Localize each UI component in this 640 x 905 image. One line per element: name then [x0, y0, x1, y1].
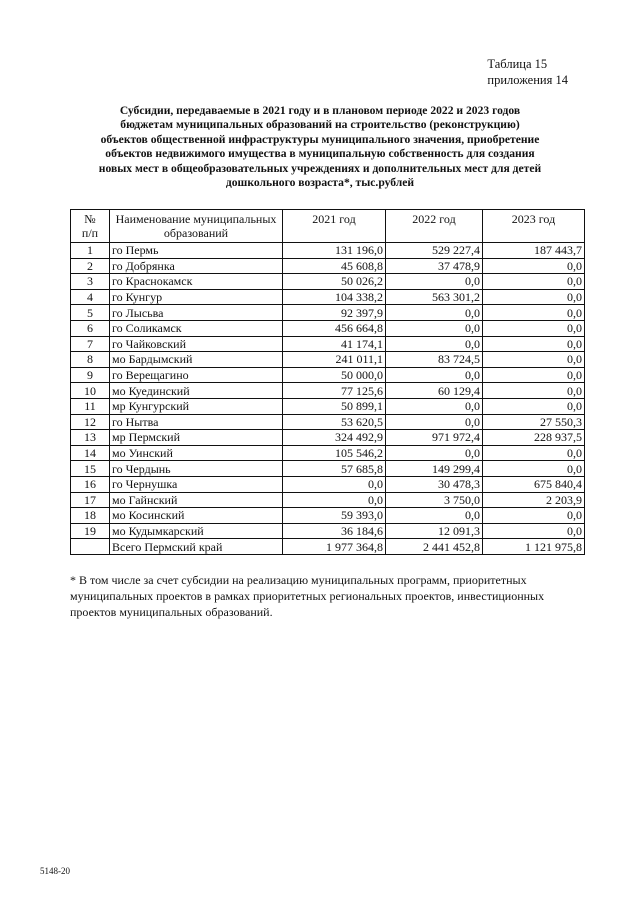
value-2022: 0,0 [386, 508, 483, 524]
appendix-label: приложения 14 [487, 73, 568, 87]
page-code: 5148-20 [40, 866, 70, 876]
value-2021: 1 977 364,8 [283, 539, 386, 555]
row-number: 3 [71, 274, 110, 290]
value-2022: 0,0 [386, 414, 483, 430]
value-2021: 59 393,0 [283, 508, 386, 524]
municipality-name: Всего Пермский край [110, 539, 283, 555]
row-number: 7 [71, 336, 110, 352]
municipality-name: го Чернушка [110, 476, 283, 492]
row-number: 18 [71, 508, 110, 524]
value-2023: 675 840,4 [483, 476, 585, 492]
value-2023: 0,0 [483, 523, 585, 539]
value-2021: 0,0 [283, 492, 386, 508]
row-number: 9 [71, 367, 110, 383]
municipality-name: мо Гайнский [110, 492, 283, 508]
value-2022: 83 724,5 [386, 352, 483, 368]
value-2023: 0,0 [483, 383, 585, 399]
title-line: объектов недвижимого имущества в муниципальную собственность для создания [105, 147, 535, 161]
title-line: новых мест в общеобразовательных учреждениях и дополнительных мест для детей [98, 161, 542, 175]
value-2022: 563 301,2 [386, 289, 483, 305]
title-line: дошкольного возраста*, тыс.рублей [225, 176, 415, 190]
subsidies-table [70, 209, 585, 555]
value-2023: 0,0 [483, 274, 585, 290]
municipality-name: го Добрянка [110, 258, 283, 274]
municipality-name: го Пермь [110, 243, 283, 259]
municipality-name: го Нытва [110, 414, 283, 430]
table-row [71, 352, 585, 368]
table-row [71, 320, 585, 336]
value-2021: 50 026,2 [283, 274, 386, 290]
value-2022: 0,0 [386, 367, 483, 383]
header-2021: 2021 год [283, 210, 386, 243]
table-row [71, 274, 585, 290]
value-2023: 0,0 [483, 461, 585, 477]
value-2022: 3 750,0 [386, 492, 483, 508]
header-num-line2: п/п [81, 226, 99, 240]
value-2022: 0,0 [386, 320, 483, 336]
table-header-row [71, 210, 585, 243]
row-number: 16 [71, 476, 110, 492]
value-2023: 2 203,9 [483, 492, 585, 508]
table-row [71, 336, 585, 352]
row-number: 2 [71, 258, 110, 274]
row-number: 17 [71, 492, 110, 508]
header-name [110, 210, 283, 243]
value-2023: 0,0 [483, 336, 585, 352]
value-2023: 0,0 [483, 258, 585, 274]
table-row [71, 383, 585, 399]
value-2022: 0,0 [386, 336, 483, 352]
table-row [71, 289, 585, 305]
footnote-line: муниципальных проектов в рамках приоритетных региональных проектов, инвестиционных [70, 589, 545, 603]
value-2021: 92 397,9 [283, 305, 386, 321]
table-row [71, 430, 585, 446]
footnote [70, 572, 550, 620]
value-2021: 57 685,8 [283, 461, 386, 477]
municipality-name: го Чайковский [110, 336, 283, 352]
value-2022: 0,0 [386, 274, 483, 290]
value-2021: 53 620,5 [283, 414, 386, 430]
value-2021: 241 011,1 [283, 352, 386, 368]
municipality-name: го Верещагино [110, 367, 283, 383]
row-number [71, 539, 110, 555]
value-2022: 12 091,3 [386, 523, 483, 539]
table-row [71, 305, 585, 321]
table-row [71, 476, 585, 492]
value-2021: 50 000,0 [283, 367, 386, 383]
value-2023: 228 937,5 [483, 430, 585, 446]
value-2021: 324 492,9 [283, 430, 386, 446]
value-2023: 0,0 [483, 305, 585, 321]
value-2023: 0,0 [483, 352, 585, 368]
value-2021: 45 608,8 [283, 258, 386, 274]
table-row [71, 492, 585, 508]
value-2021: 131 196,0 [283, 243, 386, 259]
table-row [71, 367, 585, 383]
municipality-name: мо Уинский [110, 445, 283, 461]
row-number: 13 [71, 430, 110, 446]
table-row [71, 523, 585, 539]
table-row [71, 508, 585, 524]
header-num [71, 210, 110, 243]
municipality-name: го Чердынь [110, 461, 283, 477]
value-2022: 60 129,4 [386, 383, 483, 399]
title-line: бюджетам муниципальных образований на строительство (реконструкцию) [120, 118, 520, 132]
value-2022: 2 441 452,8 [386, 539, 483, 555]
value-2023: 0,0 [483, 398, 585, 414]
municipality-name: мо Бардымский [110, 352, 283, 368]
municipality-name: го Кунгур [110, 289, 283, 305]
value-2023: 0,0 [483, 289, 585, 305]
total-row [71, 539, 585, 555]
table-row [71, 243, 585, 259]
row-number: 19 [71, 523, 110, 539]
table-row [71, 398, 585, 414]
municipality-name: го Краснокамск [110, 274, 283, 290]
table-row [71, 414, 585, 430]
value-2021: 50 899,1 [283, 398, 386, 414]
value-2022: 529 227,4 [386, 243, 483, 259]
value-2022: 971 972,4 [386, 430, 483, 446]
row-number: 1 [71, 243, 110, 259]
value-2022: 37 478,9 [386, 258, 483, 274]
table-label: Таблица 15 [487, 57, 548, 71]
row-number: 6 [71, 320, 110, 336]
value-2022: 0,0 [386, 445, 483, 461]
value-2021: 104 338,2 [283, 289, 386, 305]
value-2022: 0,0 [386, 305, 483, 321]
value-2021: 77 125,6 [283, 383, 386, 399]
value-2023: 187 443,7 [483, 243, 585, 259]
value-2021: 36 184,6 [283, 523, 386, 539]
row-number: 14 [71, 445, 110, 461]
value-2022: 149 299,4 [386, 461, 483, 477]
header-2022: 2022 год [386, 210, 483, 243]
row-number: 5 [71, 305, 110, 321]
municipality-name: мр Пермский [110, 430, 283, 446]
value-2021: 456 664,8 [283, 320, 386, 336]
row-number: 11 [71, 398, 110, 414]
municipality-name: го Соликамск [110, 320, 283, 336]
value-2023: 0,0 [483, 445, 585, 461]
title-line: объектов общественной инфраструктуры муниципального значения, приобретение [100, 132, 540, 146]
value-2021: 105 546,2 [283, 445, 386, 461]
value-2023: 1 121 975,8 [483, 539, 585, 555]
value-2023: 27 550,3 [483, 414, 585, 430]
row-number: 4 [71, 289, 110, 305]
table-row [71, 445, 585, 461]
footnote-line: * В том числе за счет субсидии на реализацию муниципальных программ, приоритетных [70, 573, 527, 587]
title-line: Субсидии, передаваемые в 2021 году и в плановом периоде 2022 и 2023 годов [119, 104, 521, 117]
row-number: 10 [71, 383, 110, 399]
municipality-name: мо Кудымкарский [110, 523, 283, 539]
row-number: 15 [71, 461, 110, 477]
value-2022: 0,0 [386, 398, 483, 414]
header-2023: 2023 год [483, 210, 585, 243]
document-title [70, 104, 570, 190]
header-name-line2: образований [163, 226, 229, 240]
table-reference [487, 56, 568, 88]
municipality-name: мо Косинский [110, 508, 283, 524]
value-2023: 0,0 [483, 320, 585, 336]
value-2021: 41 174,1 [283, 336, 386, 352]
municipality-name: мр Кунгурский [110, 398, 283, 414]
row-number: 12 [71, 414, 110, 430]
table-row [71, 461, 585, 477]
value-2021: 0,0 [283, 476, 386, 492]
header-num-line1: № [84, 212, 96, 226]
municipality-name: мо Куединский [110, 383, 283, 399]
footnote-line: проектов муниципальных образований. [70, 605, 273, 619]
municipality-name: го Лысьва [110, 305, 283, 321]
value-2023: 0,0 [483, 367, 585, 383]
header-name-line1: Наименование муниципальных [115, 212, 277, 226]
row-number: 8 [71, 352, 110, 368]
table-row [71, 258, 585, 274]
value-2023: 0,0 [483, 508, 585, 524]
value-2022: 30 478,3 [386, 476, 483, 492]
